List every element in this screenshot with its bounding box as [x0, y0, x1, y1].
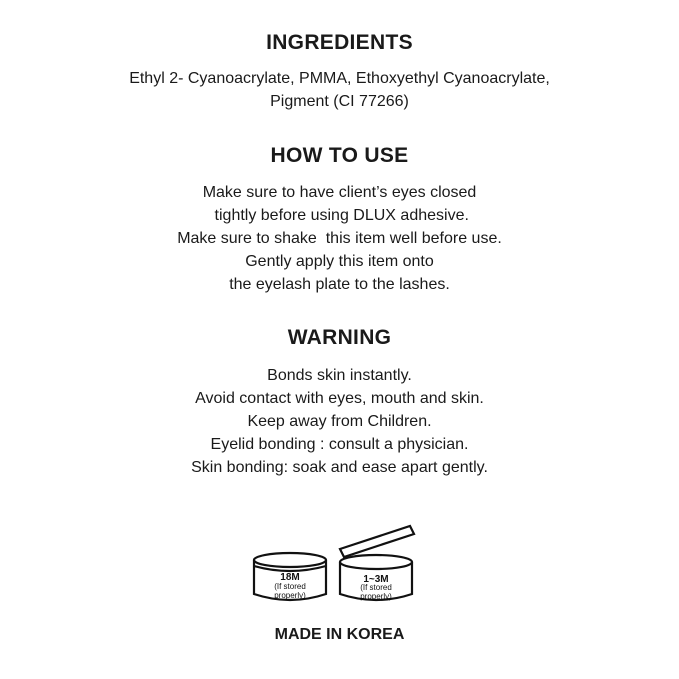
warning-line: Keep away from Children. [247, 413, 432, 430]
how-to-use-line: Make sure to shake this item well before use. [177, 230, 502, 247]
shelf-life-graphic [0, 522, 679, 612]
opened-period-label: 1~3M [363, 574, 389, 585]
warning-line: Avoid contact with eyes, mouth and skin. [195, 390, 484, 407]
how-to-use-line: the eyelash plate to the lashes. [229, 276, 450, 293]
closed-period-label: 18M [280, 572, 300, 583]
ingredients-line: Ethyl 2- Cyanoacrylate, PMMA, Ethoxyethyl Cyanoacrylate, [129, 70, 550, 87]
warning-text [0, 364, 679, 479]
how-to-use-line: Gently apply this item onto [245, 253, 434, 270]
how-to-use-heading: HOW TO USE [270, 144, 409, 167]
opened-note-line2: properly) [360, 592, 392, 601]
made-in-label: MADE IN KOREA [274, 626, 405, 643]
how-to-use-line: tightly before using DLUX adhesive. [210, 207, 469, 224]
opened-note-line1: (If stored [360, 583, 392, 592]
ingredients-line: Pigment (CI 77266) [270, 93, 409, 110]
warning-line: Skin bonding: soak and ease apart gently. [191, 459, 488, 476]
warning-heading: WARNING [287, 326, 392, 349]
warning-line: Bonds skin instantly. [267, 367, 412, 384]
warning-section [0, 326, 679, 479]
how-to-use-section [0, 144, 679, 296]
ingredients-heading: INGREDIENTS [266, 31, 413, 54]
ingredients-section [0, 31, 679, 113]
how-to-use-line: Make sure to have client’s eyes closed [202, 184, 477, 201]
closed-note-line1: (If stored [274, 582, 306, 591]
closed-note-line2: properly) [274, 591, 306, 600]
ingredients-text [0, 67, 679, 113]
how-to-use-text [0, 181, 679, 296]
shelf-life-icons [0, 522, 679, 612]
warning-line: Eyelid bonding : consult a physician. [210, 436, 469, 453]
